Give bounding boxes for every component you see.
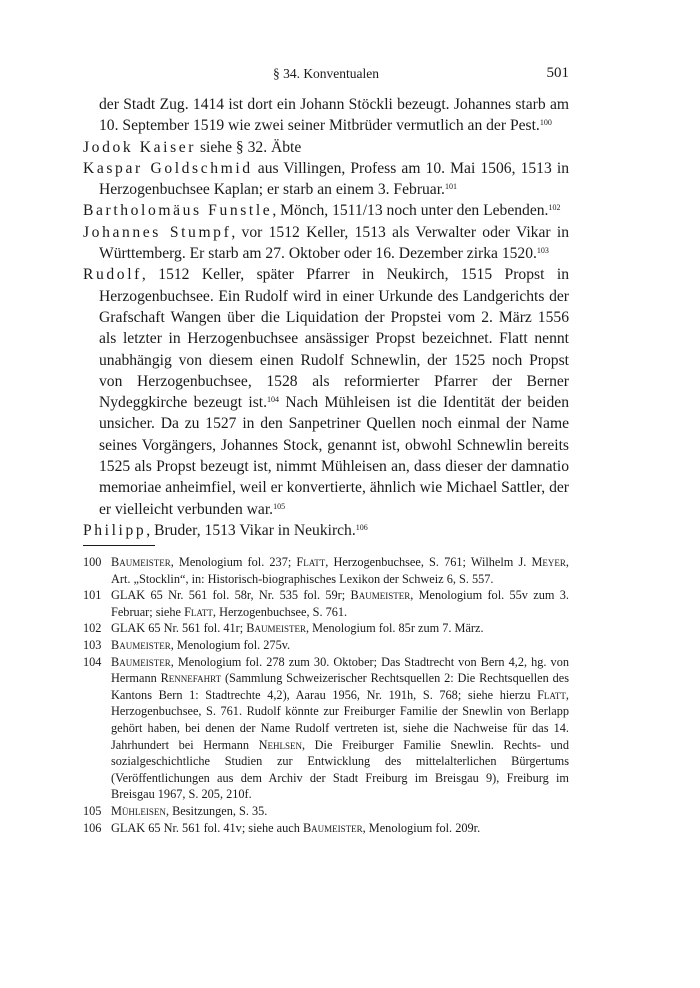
footnote-divider	[83, 545, 155, 546]
entry-rudolf: Rudolf, 1512 Keller, später Pfarrer in Neukirch, 1515 Propst in Herzogenbuchsee. Ein Rudolf wird in einer Urkunde des Landgerichts der Grafschaft Wangen über die Liquidation der Propstei vom 2. März 1556 als letzter in Herzogenbuchsee ansässiger Propst bezeichnet. Flatt nennt unabhängig von diesem einen Rudolf Schnewlin, der 1525 noch Propst von Herzogenbuchsee, 1528 als reformierter Pfarrer der Berner Nydeggkirche bezeugt ist.$^{104}$ Nach Mühleisen ist die Identität der beiden unsicher. Da zu 1527 in den Sanpetriner Quellen noch einmal der Name seines Vorgängers, Johannes Stock, genannt ist, obwohl Schnewlin bereits 1525 als Propst bezeugt ist, nimmt Mühleisen an, dass dieser der damnatio memoriae anheimfiel, weil er konvertierte, ähnlich wie Michael Sattler, der er vielleicht verbunden war.$^{105}$	[83, 266, 569, 518]
footnote-number: 104	[83, 654, 102, 669]
footnote-number: 106	[83, 820, 102, 835]
footnote-106: 106 GLAK 65 Nr. 561 fol. 41v; siehe auch Baumeister, Menologium fol. 209r.	[83, 820, 481, 835]
footnote-104: 104 Baumeister, Menologium fol. 278 zum 30. Oktober; Das Stadtrecht von Bern 4,2, hg. von Hermann Rennefahrt (Sammlung Schweizerischer Rechtsquellen 2: Die Rechtsquellen des Kantons Bern 1: Stadtrechte 4,2), Aarau 1956, Nr. 191h, S. 768; siehe hierzu Flatt, Herzogenbuchsee, S. 761. Rudolf könnte zur Freiburger Familie der Snewlin von Berlapp gehört haben, bei denen der Name Rudolf vertreten ist, siehe die Nachweise für das 14. Jahrhundert bei Hermann Nehlsen, Die Freiburger Familie Snewlin. Rechts- und sozialgeschichtliche Studien zur Entwicklung des mittelalterlichen Bürgertums (Veröffentlichungen aus dem Archiv der Stadt Freiburg im Breisgau 9), Freiburg im Breisgau 1967, S. 205, 210f.	[83, 654, 570, 802]
footnote-103: 103 Baumeister, Menologium fol. 275v.	[83, 637, 291, 652]
running-title: § 34. Konventualen	[272, 66, 380, 81]
footnote-102: 102 GLAK 65 Nr. 561 fol. 41r; Baumeister, Menologium fol. 85r zum 7. März.	[83, 621, 484, 636]
footnote-101: 101 GLAK 65 Nr. 561 fol. 58r, Nr. 535 fol. 59r; Baumeister, Menologium fol. 55v zum 3. Februar; siehe Flatt, Herzogenbuchsee, S. 761.	[83, 588, 569, 619]
footnote-ref[interactable]: 106	[355, 522, 368, 532]
footnote-ref[interactable]: 105	[273, 501, 286, 511]
footnote-ref[interactable]: 102	[548, 203, 561, 213]
footnote-ref[interactable]: 101	[444, 182, 457, 192]
footnote-ref[interactable]: 104	[267, 395, 280, 405]
entry-name: Rudolf	[83, 266, 142, 284]
entry-johannes-stumpf: Johannes Stumpf, vor 1512 Keller, 1513 als Verwalter oder Vikar in Württemberg. Er starb am 27. Oktober oder 16. Dezember zirka 1520.$^{103}$	[83, 223, 569, 263]
entry-name: Bartholomäus Funstle	[83, 202, 273, 220]
entry-name: Kaspar Goldschmid	[83, 159, 253, 177]
entry-name: Philipp	[83, 521, 147, 539]
entry-kaspar-goldschmid: Kaspar Goldschmid aus Villingen, Profess am 10. Mai 1506, 1513 in Herzogenbuchsee Kaplan; er starb an einem 3. Februar.$^{101}$	[83, 159, 569, 199]
entry-jodok-kaiser: Jodok Kaiser siehe § 32. Äbte	[83, 138, 302, 156]
entry-name: Johannes Stumpf	[83, 223, 232, 241]
footnote-number: 105	[83, 803, 102, 818]
entry-philipp: Philipp, Bruder, 1513 Vikar in Neukirch.$^{106}$	[83, 521, 368, 539]
footnotes	[83, 554, 569, 836]
main-text	[83, 94, 569, 541]
paragraph-johannes-cont: der Stadt Zug. 1414 ist dort ein Johann Stöckli bezeugt. Johannes starb am 10. September 1519 wie zwei seiner Mitbrüder vermutlich an der Pest.$^{100}$	[99, 96, 569, 135]
footnote-number: 100	[83, 555, 102, 569]
footnote-number: 102	[83, 621, 102, 636]
running-header	[83, 66, 569, 86]
footnote-ref[interactable]: 103	[536, 246, 549, 256]
footnote-100: 100 Baumeister, Menologium fol. 237; Flatt, Herzogenbuchsee, S. 761; Wilhelm J. Meyer, Art. „Stocklin“, in: Historisch-biographisches Lexikon der Schweiz 6, S. 557.	[83, 555, 569, 586]
entry-bartholomaeus-funstle: Bartholomäus Funstle, Mönch, 1511/13 noch unter den Lebenden.$^{102}$	[83, 202, 561, 220]
page-number: 501	[546, 65, 569, 81]
footnote-105: 105 Mühleisen, Besitzungen, S. 35.	[83, 803, 268, 818]
footnote-ref[interactable]: 100	[539, 118, 552, 128]
footnote-number: 103	[83, 637, 102, 652]
footnote-number: 101	[83, 588, 102, 603]
entry-name: Jodok Kaiser	[83, 138, 197, 156]
